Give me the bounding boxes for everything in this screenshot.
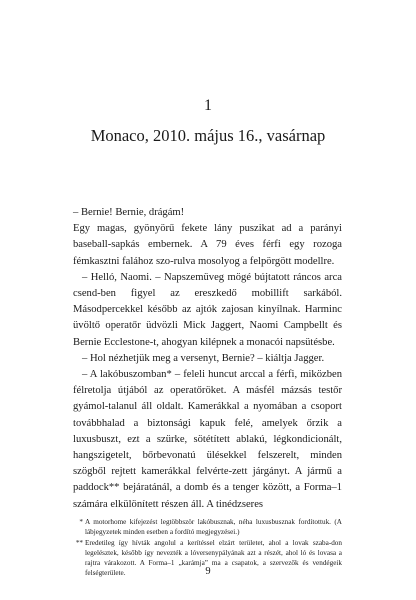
page-number: 9 <box>205 566 211 577</box>
footnote-text: Eredetileg így hívták angolul a kerítéssel elzárt területet, ahol a lovak szaba-don legelésztek, később így nevezték a lóversenypályának azt a részét, ahol ló és lovasa a rajtra várakozott. A Forma–1 „karámja” ma a csapatok, a szervezők és vendégeik felségterülete. <box>85 538 342 578</box>
footnote-mark: ** <box>75 538 83 547</box>
body-text <box>73 205 342 513</box>
paragraph: Egy magas, gyönyörű fekete lány puszikat ad a parányi baseball-sapkás embernek. A 79 éves férfi egy rozoga fémkasztni falához szo-rulva mosolyog a felpörgött modellre. <box>73 223 342 267</box>
chapter-number: 1 <box>204 97 212 114</box>
paragraph: – Helló, Naomi. – Napszemüveg mögé bújtatott ráncos arca csend-ben figyel az ereszkedő mobillift sarkából. Másodpercekkel később az ajtók zajosan kinyílnak. Harminc üvöltő operatőr üdvözli Mick Jaggert, Naomi Campbellt és Bernie Ecclestone-t, ahogyan kilépnek a monacói napsütésbe. <box>73 271 342 348</box>
chapter-title: Monaco, 2010. május 16., vasárnap <box>90 126 326 145</box>
paragraph: – Bernie! Bernie, drágám! <box>73 207 185 218</box>
paragraph: – A lakóbuszomban* – feleli huncut arccal a férfi, miközben félretolja útjából az operatőröket. A másfél mázsás testőr gyámol-talanul áll oldalt. Kamerákkal a nyomában a csoport továbbhalad a biztonsági kapuk felé, amelyek őrzik a luxusbuszt, ezt a szürke, sötétített ablakú, légkondicionált, hangszigetelt, bőrbevonatú ülésekkel felszerelt, minden szögből rejtett kamerákkal felvérte-zett járgányt. A jármű a paddock** bejáratánál, a domb és a tenger között, a Forma–1 számára elkülönített részen áll. A tinédzseres <box>73 369 342 510</box>
footnote <box>73 517 342 538</box>
paragraph: – Hol nézhetjük meg a versenyt, Bernie? – kiáltja Jagger. <box>82 352 325 364</box>
footnote-text: A motorhome kifejezést legtöbbször lakóbusznak, néha luxusbusznak fordítottuk. (A lábjegyzetek minden esetben a fordító megjegyzései.) <box>85 518 342 537</box>
footnote-mark: * <box>79 518 83 526</box>
